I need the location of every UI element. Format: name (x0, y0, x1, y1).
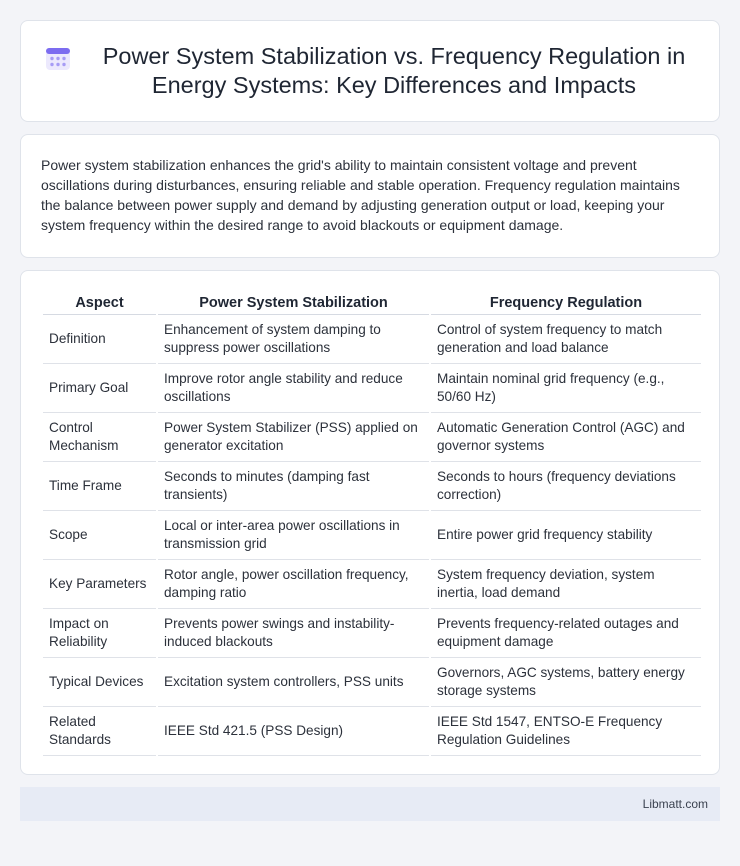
row-stabilization-value: Seconds to minutes (damping fast transients) (158, 462, 429, 511)
footer-bar (20, 787, 720, 821)
row-frequency-value: Automatic Generation Control (AGC) and governor systems (431, 413, 701, 462)
row-frequency-value: IEEE Std 1547, ENTSO-E Frequency Regulation Guidelines (431, 707, 701, 756)
row-aspect: Scope (43, 511, 156, 560)
row-aspect: Definition (43, 315, 156, 364)
table-row (43, 511, 701, 560)
row-frequency-value: System frequency deviation, system inertia, load demand (431, 560, 701, 609)
footer-brand[interactable]: Libmatt.com (642, 797, 708, 811)
row-stabilization-value: IEEE Std 421.5 (PSS Design) (158, 707, 429, 756)
table-row (43, 658, 701, 707)
table-row (43, 560, 701, 609)
comparison-table (41, 291, 703, 756)
row-stabilization-value: Prevents power swings and instability-induced blackouts (158, 609, 429, 658)
intro-paragraph: Power system stabilization enhances the grid's ability to maintain consistent voltage and prevent oscillations during disturbances, ensuring reliable and stable operation. Frequency regulation maintains the balance between power supply and demand by adjusting generation output or load, keeping your system frequency within the desired range to avoid blackouts or equipment damage. (41, 157, 680, 233)
row-stabilization-value: Rotor angle, power oscillation frequency, damping ratio (158, 560, 429, 609)
row-aspect: Primary Goal (43, 364, 156, 413)
row-stabilization-value: Enhancement of system damping to suppress power oscillations (158, 315, 429, 364)
table-row (43, 609, 701, 658)
row-aspect: Time Frame (43, 462, 156, 511)
row-frequency-value: Control of system frequency to match generation and load balance (431, 315, 701, 364)
row-stabilization-value: Local or inter-area power oscillations in transmission grid (158, 511, 429, 560)
row-frequency-value: Entire power grid frequency stability (431, 511, 701, 560)
table-row (43, 315, 701, 364)
row-aspect: Control Mechanism (43, 413, 156, 462)
column-header-frequency: Frequency Regulation (431, 291, 701, 315)
table-row (43, 462, 701, 511)
row-frequency-value: Maintain nominal grid frequency (e.g., 50/60 Hz) (431, 364, 701, 413)
row-stabilization-value: Power System Stabilizer (PSS) applied on generator excitation (158, 413, 429, 462)
table-row (43, 413, 701, 462)
row-stabilization-value: Improve rotor angle stability and reduce oscillations (158, 364, 429, 413)
row-frequency-value: Governors, AGC systems, battery energy storage systems (431, 658, 701, 707)
row-aspect: Impact on Reliability (43, 609, 156, 658)
intro-card (20, 134, 720, 258)
table-header-row (43, 291, 701, 315)
column-header-stabilization: Power System Stabilization (158, 291, 429, 315)
comparison-card (20, 270, 720, 775)
row-aspect: Related Standards (43, 707, 156, 756)
calendar-grid-icon (45, 46, 71, 72)
column-header-aspect: Aspect (43, 291, 156, 315)
table-row (43, 364, 701, 413)
row-frequency-value: Prevents frequency-related outages and equipment damage (431, 609, 701, 658)
row-aspect: Typical Devices (43, 658, 156, 707)
row-frequency-value: Seconds to hours (frequency deviations correction) (431, 462, 701, 511)
page-title: Power System Stabilization vs. Frequency Regulation in Energy Systems: Key Differences and Impacts (102, 43, 686, 98)
row-aspect: Key Parameters (43, 560, 156, 609)
table-row (43, 707, 701, 756)
row-stabilization-value: Excitation system controllers, PSS units (158, 658, 429, 707)
title-card (20, 20, 720, 122)
